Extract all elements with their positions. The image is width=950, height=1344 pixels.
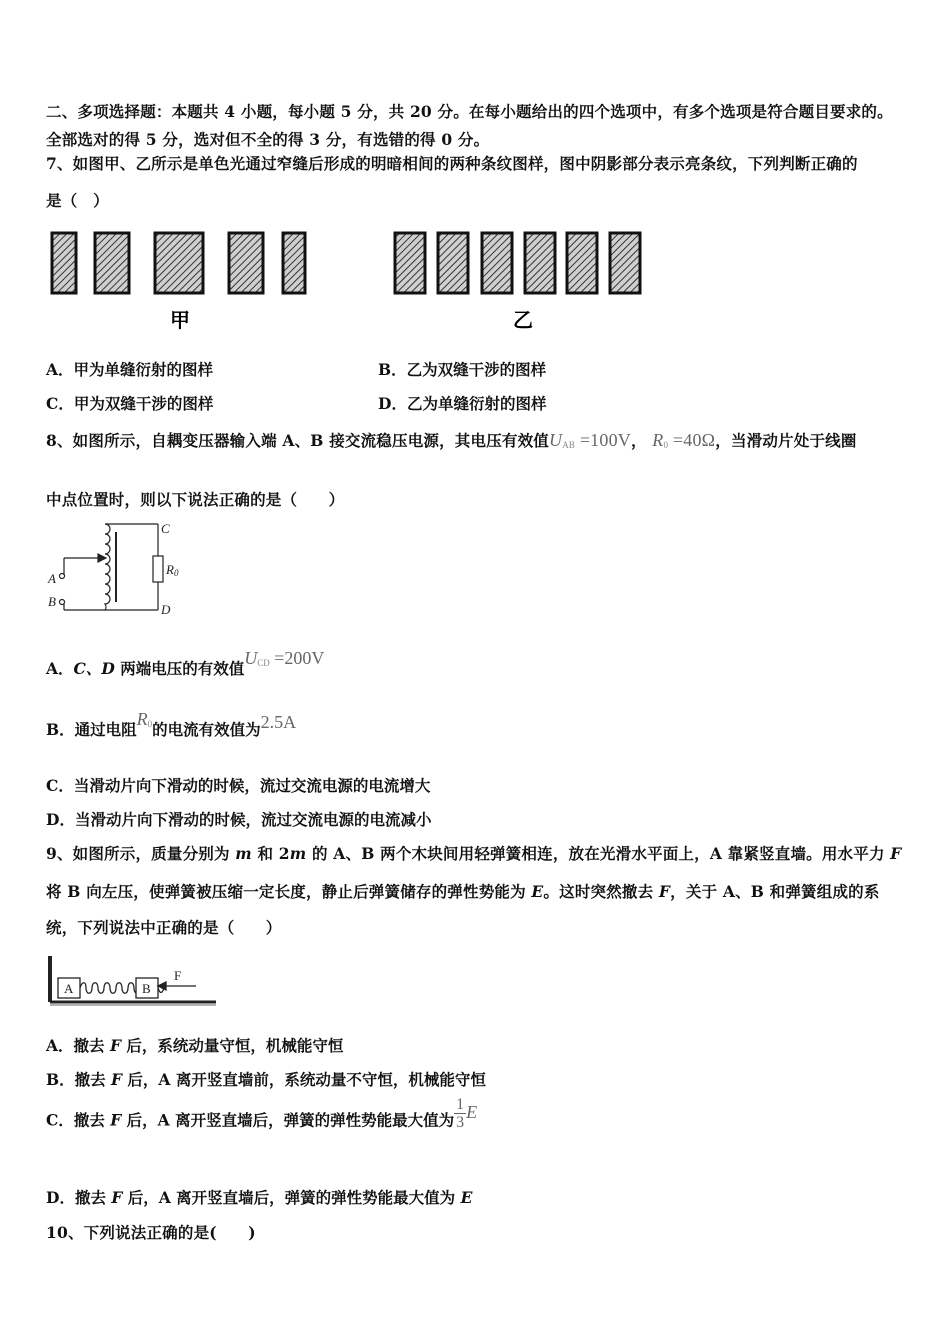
fig-label-c: C [161,521,170,536]
label-jia: 甲 [170,310,190,332]
q8-r0-formula: R0 =40Ω [652,430,716,450]
q9-stem-line3: 统，下列说法中正确的是（ ） [46,918,282,937]
fig-label-b: B [48,594,56,609]
section-heading-line2: 全部选对的得 5 分，选对但不全的得 3 分，有选错的得 0 分。 [46,130,490,149]
fig-label-a: A [48,571,56,586]
q8-uab-formula: UAB =100V [549,430,631,450]
q8-stem-line2: 中点位置时，则以下说法正确的是（ ） [46,490,345,509]
q7-option-a[interactable]: A．甲为单缝衍射的图样 [46,360,214,379]
fig-block-a: A [64,981,74,996]
q7-option-d[interactable]: D．乙为单缝衍射的图样 [378,394,547,413]
q7-stem-line1: 7、如图甲、乙所示是单色光通过窄缝后形成的明暗相间的两种条纹图样，图中阴影部分表示亮条纹，下列判断正确的 [46,154,858,173]
q7-stem-line2: 是（ ） [46,191,109,210]
q9-stem-line2: 将 B 向左压，使弹簧被压缩一定长度，静止后弹簧储存的弹性势能为 E。这时突然撤去 F，关于 A、B 和弹簧组成的系 [46,882,880,901]
q8-transformer-figure [40,518,200,628]
q9-spring-block-figure [44,950,224,1010]
q8-option-b[interactable]: B．通过电阻R0的电流有效值为2.5A [46,709,297,739]
q8-stem-line1: 8、如图所示，自耦变压器输入端 A、B 接交流稳压电源，其电压有效值UAB =100V， R0 =40Ω，当滑动片处于线圈 [46,430,857,450]
q8-option-a[interactable]: A．C、D 两端电压的有效值UCD =200V [46,648,325,678]
q9-option-d[interactable]: D．撤去 F 后，A 离开竖直墙后，弹簧的弹性势能最大值为 E [46,1188,473,1207]
fig-label-r0: R0 [166,562,179,578]
q9-stem-line1: 9、如图所示，质量分别为 m 和 2m 的 A、B 两个木块间用轻弹簧相连，放在光滑水平面上，A 靠紧竖直墙。用水平力 F [46,844,902,863]
q9-option-c[interactable]: C．撤去 F 后，A 离开竖直墙后，弹簧的弹性势能最大值为 $\frac{1}{3}$ E [46,1096,478,1131]
fringe-pattern-yi [395,233,640,293]
fig-block-b: B [142,981,151,996]
q8-option-c[interactable]: C．当滑动片向下滑动的时候，流过交流电源的电流增大 [46,776,431,795]
q8-option-d[interactable]: D．当滑动片向下滑动的时候，流过交流电源的电流减小 [46,810,432,829]
q9-option-b[interactable]: B．撤去 F 后，A 离开竖直墙前，系统动量不守恒，机械能守恒 [46,1070,486,1089]
section-heading-line1: 二、多项选择题：本题共 4 小题，每小题 5 分，共 20 分。在每小题给出的四个选项中，有多个选项是符合题目要求的。 [46,102,893,121]
q10-stem: 10、下列说法正确的是( ) [46,1223,256,1242]
q7-option-b[interactable]: B．乙为双缝干涉的图样 [378,360,547,379]
q7-option-c[interactable]: C．甲为双缝干涉的图样 [46,394,214,413]
label-yi: 乙 [513,310,533,332]
fringe-pattern-jia [52,233,305,293]
q7-fringe-figure [0,222,700,337]
fig-label-d: D [161,602,171,617]
fig-force-f: F [174,968,182,983]
q9-option-a[interactable]: A．撤去 F 后，系统动量守恒，机械能守恒 [46,1036,344,1055]
fraction-one-third: $\frac{1}{3}$ [456,1096,465,1131]
